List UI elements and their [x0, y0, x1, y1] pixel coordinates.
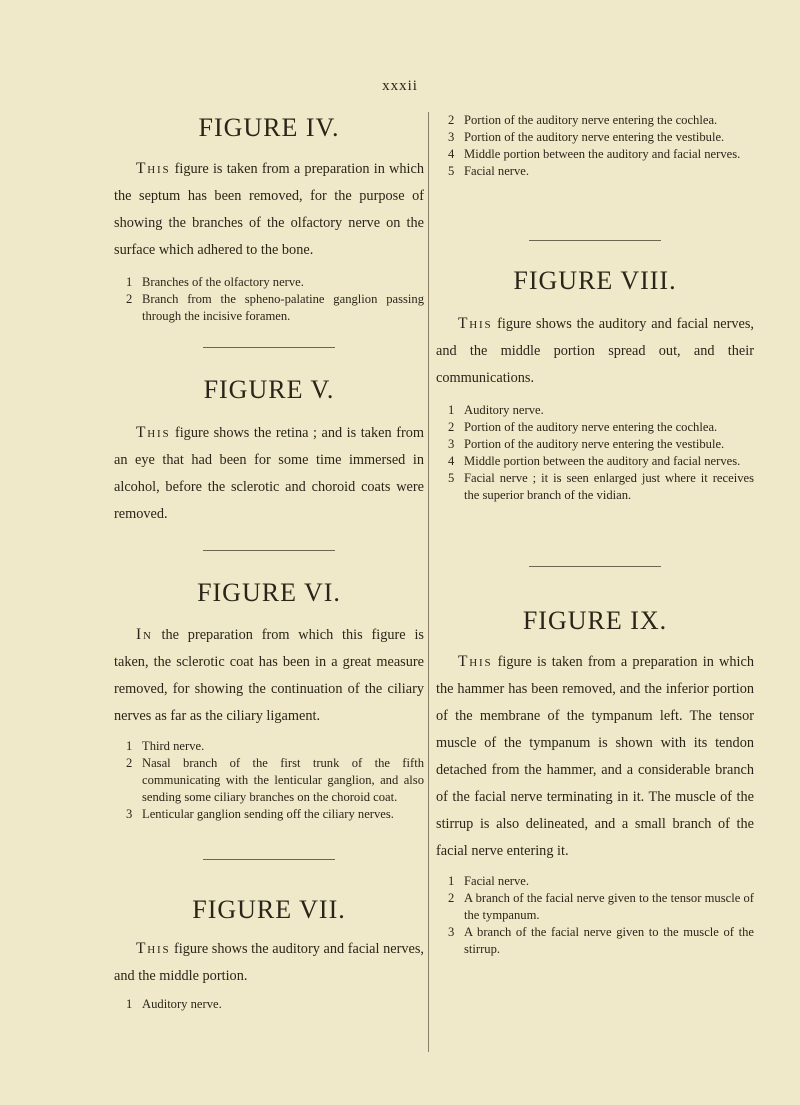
legend-number: 2 [448, 113, 455, 127]
legend-number: 1 [126, 275, 133, 290]
figure-vii-text: figure shows the auditory and facial nerves, and the middle portion. [114, 940, 424, 984]
legend-number: 1 [126, 738, 133, 753]
legend-text: Portion of the auditory nerve entering the vestibule. [464, 130, 725, 144]
legend-item [442, 890, 754, 924]
figure-ix-section [436, 605, 754, 958]
legend-text: Middle portion between the auditory and facial nerves. [464, 454, 741, 469]
section-divider [529, 566, 661, 567]
legend-text: Facial nerve. [464, 164, 530, 178]
figure-vi-description [114, 621, 424, 730]
figure-iv-description [114, 155, 424, 264]
legend-item [120, 291, 424, 325]
legend-item [442, 924, 754, 958]
legend-text: Branch from the spheno-palatine ganglion passing through the incisive foramen. [142, 292, 424, 324]
legend-item [442, 146, 754, 163]
figure-vii-title: FIGURE VII. [192, 894, 346, 924]
figure-ix-description [436, 648, 754, 865]
legend-text: Nasal branch of the first trunk of the fifth communicating with the lenticular ganglion, and also sending some ciliary branches on the choroid coat. [142, 755, 424, 804]
figure-ix-lead: This [458, 653, 493, 671]
page-number: xxxii [382, 78, 418, 94]
figure-v-description [114, 419, 424, 528]
figure-v-lead: This [136, 424, 171, 442]
figure-vii-description [114, 935, 424, 990]
legend-text: Auditory nerve. [142, 996, 222, 1011]
legend-number: 1 [126, 996, 133, 1011]
right-column [436, 112, 754, 958]
figure-viii-lead: This [458, 315, 493, 333]
section-divider [203, 859, 335, 860]
legend-number: 4 [448, 147, 455, 161]
legend-text: Portion of the auditory nerve entering the vestibule. [464, 437, 725, 452]
section-divider [203, 550, 335, 551]
figure-v-section [114, 374, 424, 528]
figure-v-title: FIGURE V. [203, 375, 335, 405]
legend-number: 4 [448, 454, 455, 469]
legend-number: 5 [448, 164, 455, 178]
figure-vi-text: the preparation from which this figure is taken, the sclerotic coat has been in a great measure removed, for showing the continuation of the ciliary nerves as far as the ciliary ligament. [114, 626, 424, 724]
legend-item [120, 755, 424, 806]
legend-item [442, 129, 754, 146]
legend-number: 1 [448, 874, 455, 889]
figure-vii-legend [114, 996, 424, 1013]
legend-item [442, 402, 754, 419]
legend-text: Facial nerve ; it is seen enlarged just where it receives the superior branch of the vidian. [464, 471, 754, 503]
column-divider [428, 112, 429, 1052]
legend-text: Lenticular ganglion sending off the ciliary nerves. [142, 806, 394, 821]
legend-item [442, 470, 754, 504]
legend-number: 2 [448, 891, 455, 906]
figure-iv-text: figure is taken from a preparation in which the septum has been removed, for the purpose of showing the branches of the olfactory nerve on the surface which adhered to the bone. [114, 161, 424, 259]
legend-number: 5 [448, 471, 455, 486]
figure-viii-title: FIGURE VIII. [513, 266, 677, 295]
figure-ix-legend [436, 873, 754, 958]
figure-iv-legend [114, 274, 424, 325]
figure-vi-lead: In [136, 625, 153, 643]
legend-item [120, 738, 424, 755]
legend-text: Middle portion between the auditory and facial nerves. [464, 147, 741, 161]
legend-text: A branch of the facial nerve given to the tensor muscle of the tympanum. [464, 891, 754, 923]
legend-item [442, 873, 754, 890]
figure-vii-legend-continued [436, 112, 754, 180]
legend-item [120, 996, 424, 1013]
section-divider [529, 240, 661, 241]
legend-item [442, 436, 754, 453]
legend-number: 3 [448, 130, 455, 144]
legend-number: 2 [448, 420, 455, 435]
figure-viii-text: figure shows the auditory and facial nerves, and the middle portion spread out, and their communications. [436, 316, 754, 387]
figure-ix-title: FIGURE IX. [522, 606, 668, 636]
legend-text: Portion of the auditory nerve entering the cochlea. [464, 113, 718, 127]
figure-viii-section [436, 265, 754, 504]
section-divider [203, 347, 335, 348]
legend-text: Portion of the auditory nerve entering the cochlea. [464, 420, 718, 435]
legend-number: 2 [126, 292, 133, 307]
legend-text: A branch of the facial nerve given to the muscle of the stirrup. [464, 925, 754, 957]
legend-number: 1 [448, 403, 455, 418]
legend-item [442, 453, 754, 470]
figure-vi-title: FIGURE VI. [197, 578, 341, 608]
legend-text: Third nerve. [142, 738, 205, 753]
legend-item [120, 274, 424, 291]
figure-vii-section [114, 894, 424, 1013]
figure-viii-legend [436, 402, 754, 504]
figure-vi-section [114, 577, 424, 822]
figure-vii-lead: This [136, 939, 171, 957]
legend-number: 3 [126, 806, 133, 821]
figure-viii-description [436, 310, 754, 392]
legend-item [442, 419, 754, 436]
legend-number: 3 [448, 437, 455, 452]
legend-item [442, 163, 754, 180]
figure-iv-title: FIGURE IV. [198, 113, 340, 142]
legend-number: 2 [126, 755, 133, 770]
legend-item [442, 112, 754, 129]
left-column [114, 112, 424, 1013]
figure-vi-legend [114, 738, 424, 823]
legend-text: Facial nerve. [464, 874, 530, 889]
legend-text: Auditory nerve. [464, 403, 544, 418]
legend-item [120, 806, 424, 823]
figure-ix-text: figure is taken from a preparation in which the hammer has been removed, and the inferior portion of the membrane of the tympanum left. The tensor muscle of the tympanum is shown with its tendon detached from the hammer, and a considerable branch of the facial nerve terminating in it. The muscle of the stirrup is also delineated, and a small branch of the facial nerve entering it. [436, 654, 754, 860]
legend-number: 3 [448, 925, 455, 940]
legend-text: Branches of the olfactory nerve. [142, 275, 304, 290]
figure-v-text: figure shows the retina ; and is taken from an eye that had been for some time immersed in alcohol, before the sclerotic and choroid coats were removed. [114, 425, 424, 523]
figure-iv-section [114, 112, 424, 325]
figure-iv-lead: This [136, 160, 171, 178]
